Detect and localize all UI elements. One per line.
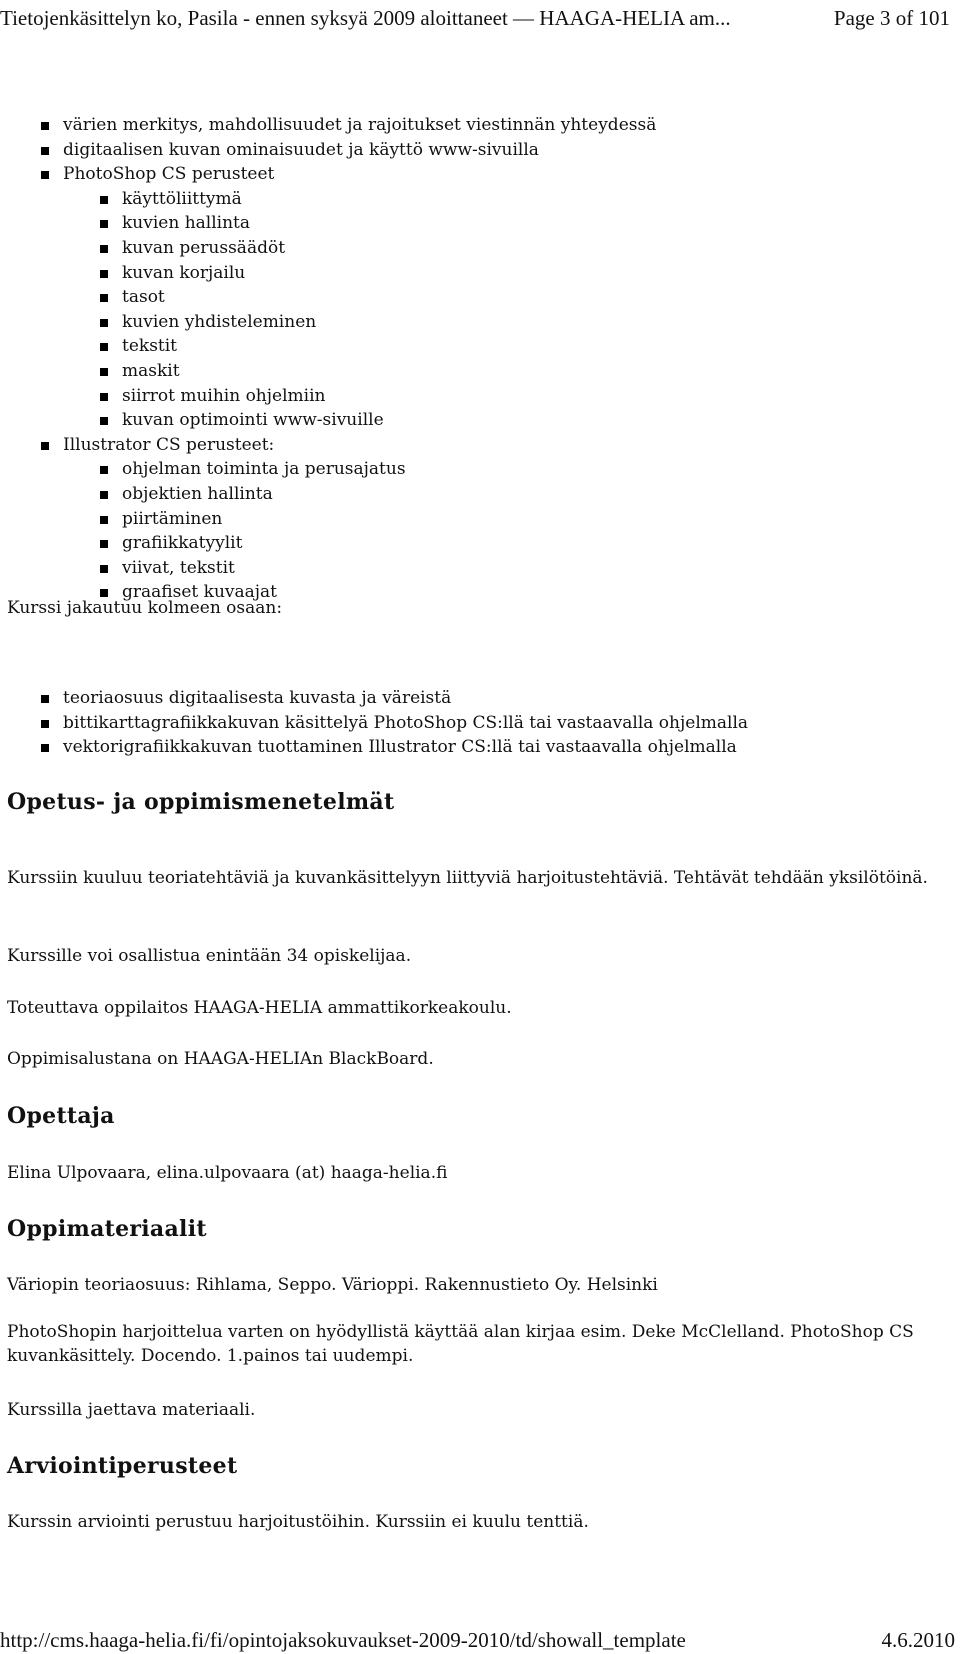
materials-heading: Oppimateriaalit [7,1216,207,1242]
list-item [7,138,947,163]
teacher-heading: Opettaja [7,1103,115,1129]
list-item [7,433,947,458]
page-number: Page 3 of 101 [833,6,950,30]
square-bullet-icon [41,442,49,450]
materials-paragraph-3: Kurssilla jaettava materiaali. [7,1400,256,1420]
list-item [7,187,947,212]
square-bullet-icon [41,744,49,752]
methods-paragraph-4: Oppimisalustana on HAAGA-HELIAn BlackBoard. [7,1049,434,1069]
assessment-text: Kurssin arviointi perustuu harjoitustöihin. Kurssiin ei kuulu tenttiä. [7,1512,589,1532]
list-item-text: tekstit [122,336,178,357]
list-item-text: digitaalisen kuvan ominaisuudet ja käyttö www-sivuilla [63,139,539,160]
square-bullet-icon [100,220,108,228]
list-item [7,384,947,409]
square-bullet-icon [100,319,108,327]
methods-heading: Opetus- ja oppimismenetelmät [7,789,395,815]
footer-url: http://cms.haaga-helia.fi/fi/opintojaksokuvaukset-2009-2010/td/showall_template [0,1628,686,1652]
list-item-text: vektorigrafiikkakuvan tuottaminen Illustrator CS:llä tai vastaavalla ohjelmalla [63,737,737,758]
square-bullet-icon [100,393,108,401]
list-item [7,556,947,581]
list-item [7,261,947,286]
list-item-text: siirrot muihin ohjelmiin [122,385,326,406]
list-item-text: grafiikkatyylit [122,533,243,554]
teacher-contact: Elina Ulpovaara, elina.ulpovaara (at) haaga-helia.fi [7,1163,448,1183]
list-item-text: tasot [122,287,165,308]
square-bullet-icon [41,122,49,130]
square-bullet-icon [100,368,108,376]
list-item-text: teoriaosuus digitaalisesta kuvasta ja väreistä [63,688,452,708]
list-item [7,334,947,359]
square-bullet-icon [100,245,108,253]
methods-paragraph-2: Kurssille voi osallistua enintään 34 opiskelijaa. [7,946,412,966]
list-item-text: objektien hallinta [122,483,273,504]
square-bullet-icon [100,466,108,474]
materials-paragraph-1: Väriopin teoriaosuus: Rihlama, Seppo. Värioppi. Rakennustieto Oy. Helsinki [7,1275,658,1295]
list-item-text: käyttöliittymä [122,188,242,209]
footer-date: 4.6.2010 [881,1628,955,1652]
list-item-text: kuvan optimointi www-sivuille [122,410,384,431]
square-bullet-icon [100,565,108,573]
list-item [7,113,947,138]
square-bullet-icon [100,196,108,204]
list-item [7,408,947,433]
list-item-text: ohjelman toiminta ja perusajatus [122,459,406,480]
square-bullet-icon [100,270,108,278]
list-item [7,310,947,335]
list-item [7,457,947,482]
square-bullet-icon [41,147,49,155]
square-bullet-icon [100,343,108,351]
list-item-text: kuvan perussäädöt [122,237,286,258]
list-item [7,359,947,384]
list-item [7,236,947,261]
list-item-text: värien merkitys, mahdollisuudet ja rajoitukset viestinnän yhteydessä [63,115,657,135]
list-item-text: kuvan korjailu [122,262,246,283]
list-item-text: bittikarttagrafiikkakuvan käsittelyä PhotoShop CS:llä tai vastaavalla ohjelmalla [63,712,749,733]
list-item [7,285,947,310]
materials-paragraph-2: PhotoShopin harjoittelua varten on hyödyllistä käyttää alan kirjaa esim. Deke McClelland. PhotoShop CS kuvankäsittely. Docendo. 1.painos tai uudempi. [7,1322,914,1366]
list-item [7,507,947,532]
list-item [7,531,947,556]
list-item-text: viivat, tekstit [122,557,235,578]
document-title: Tietojenkäsittelyn ko, Pasila - ennen syksyä 2009 aloittaneet — HAAGA-HELIA am... [0,6,731,30]
list-item [7,735,947,760]
square-bullet-icon [41,171,49,179]
list-item-text: kuvien hallinta [122,213,251,234]
square-bullet-icon [41,695,49,703]
list-item-text: maskit [122,360,180,381]
page-footer [0,1626,955,1654]
parts-intro: Kurssi jakautuu kolmeen osaan: [7,598,283,618]
square-bullet-icon [100,516,108,524]
methods-paragraph-1: Kurssiin kuuluu teoriatehtäviä ja kuvankäsittelyyn liittyviä harjoitustehtäviä. Tehtävät tehdään yksilötöinä. [7,868,928,888]
square-bullet-icon [41,720,49,728]
assessment-heading: Arviointiperusteet [7,1453,238,1479]
square-bullet-icon [100,491,108,499]
square-bullet-icon [100,294,108,302]
methods-paragraph-3: Toteuttava oppilaitos HAAGA-HELIA ammattikorkeakoulu. [7,998,512,1018]
list-item [7,711,947,736]
list-item-text: graafiset kuvaajat [122,582,278,603]
list-item-text: Illustrator CS perusteet: [63,434,275,455]
list-item [7,482,947,507]
parts-list [7,686,947,760]
list-item [7,686,947,711]
square-bullet-icon [100,540,108,548]
list-item-text: kuvien yhdisteleminen [122,311,317,332]
list-item-text: PhotoShop CS perusteet [63,164,275,185]
page-header [0,3,950,33]
list-item [7,211,947,236]
topics-list [7,113,947,605]
list-item [7,162,947,187]
square-bullet-icon [100,417,108,425]
list-item-text: piirtäminen [122,508,223,529]
